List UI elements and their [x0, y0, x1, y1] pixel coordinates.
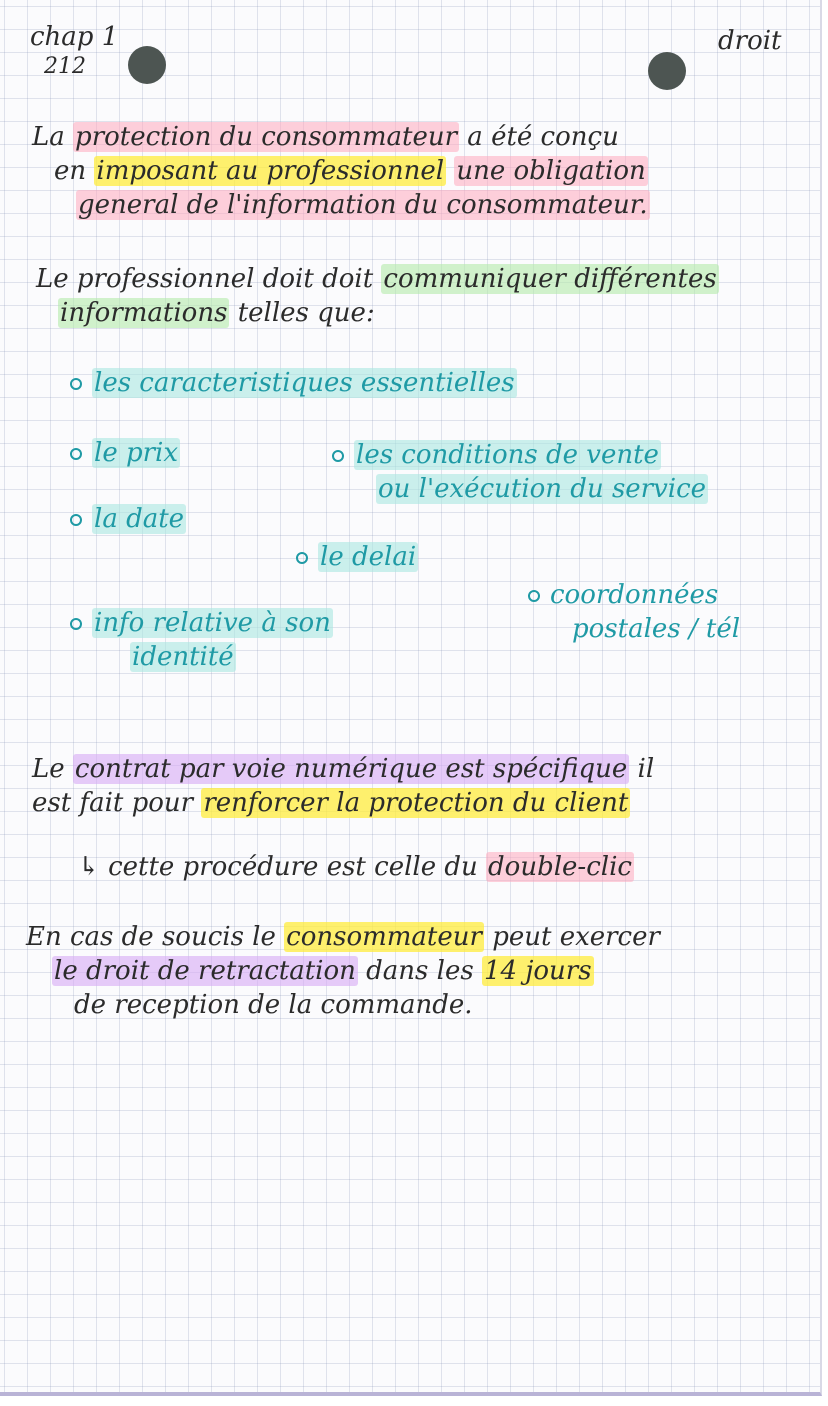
bullet-icon [70, 378, 82, 390]
highlight-communiquer: communiquer différentes [383, 264, 717, 294]
highlight-informations: informations [60, 298, 228, 328]
text: en [54, 156, 87, 186]
subject-label: droit [718, 26, 782, 56]
highlight-obligation: une obligation [456, 156, 646, 186]
highlight-imposant: imposant au professionnel [96, 156, 445, 186]
text: a été conçu [467, 122, 619, 152]
bullet-icon [528, 590, 540, 602]
text: En cas de soucis le [26, 922, 276, 952]
arrow-icon: ↳ [78, 852, 100, 882]
text: Le [32, 754, 65, 784]
paragraph-contrat [32, 752, 654, 820]
bullet-conditions [332, 438, 708, 506]
bullet-text: la date [94, 504, 185, 534]
bullet-text: les caracteristiques essentielles [94, 368, 515, 398]
bullet-text: le delai [320, 542, 417, 572]
binder-hole-left [128, 46, 166, 84]
paragraph-professionnel [36, 262, 719, 330]
bullet-prix [70, 436, 180, 470]
highlight-consommateur: consommateur [286, 922, 482, 952]
paragraph-protection [32, 120, 650, 222]
bullet-icon [332, 450, 344, 462]
page-number: 212 [44, 54, 86, 79]
bullet-text: ou l'exécution du service [378, 474, 707, 504]
highlight-double-clic: double-clic [488, 852, 632, 882]
chapter-label: chap 1 [30, 22, 119, 52]
text: est fait pour [32, 788, 194, 818]
text: il [637, 754, 655, 784]
bullet-text: postales / tél [572, 614, 741, 644]
highlight-retractation: le droit de retractation [54, 956, 356, 986]
bullet-icon [296, 552, 308, 564]
bullet-icon [70, 448, 82, 460]
bullet-caracteristiques [70, 366, 517, 400]
bullet-text: info relative à son [94, 608, 331, 638]
highlight-renforcer: renforcer la protection du client [203, 788, 629, 818]
highlight-information: general de l'information du consommateur. [78, 190, 648, 220]
text: La [32, 122, 65, 152]
text: telles que: [237, 298, 375, 328]
binder-hole-right [648, 52, 686, 90]
bullet-text: le prix [94, 438, 179, 468]
bullet-icon [70, 514, 82, 526]
text: dans les [366, 956, 474, 986]
paragraph-retractation [26, 920, 660, 1022]
text: peut exercer [492, 922, 660, 952]
text: cette procédure est celle du [108, 852, 478, 882]
bullet-icon [70, 618, 82, 630]
highlight-contrat: contrat par voie numérique est spécifique [74, 754, 628, 784]
paragraph-double-clic [78, 850, 634, 884]
bullet-coordonnees [528, 578, 740, 646]
bullet-date [70, 502, 186, 536]
text: Le professionnel doit doit [36, 264, 374, 294]
bullet-delai [296, 540, 418, 574]
highlight-protection: protection du consommateur [75, 122, 458, 152]
text: de reception de la commande. [74, 990, 473, 1020]
bullet-text: les conditions de vente [356, 440, 659, 470]
highlight-14-jours: 14 jours [483, 956, 592, 986]
bullet-text: identité [132, 642, 234, 672]
bullet-text: coordonnées [550, 580, 719, 610]
bullet-info-identite [70, 606, 333, 674]
